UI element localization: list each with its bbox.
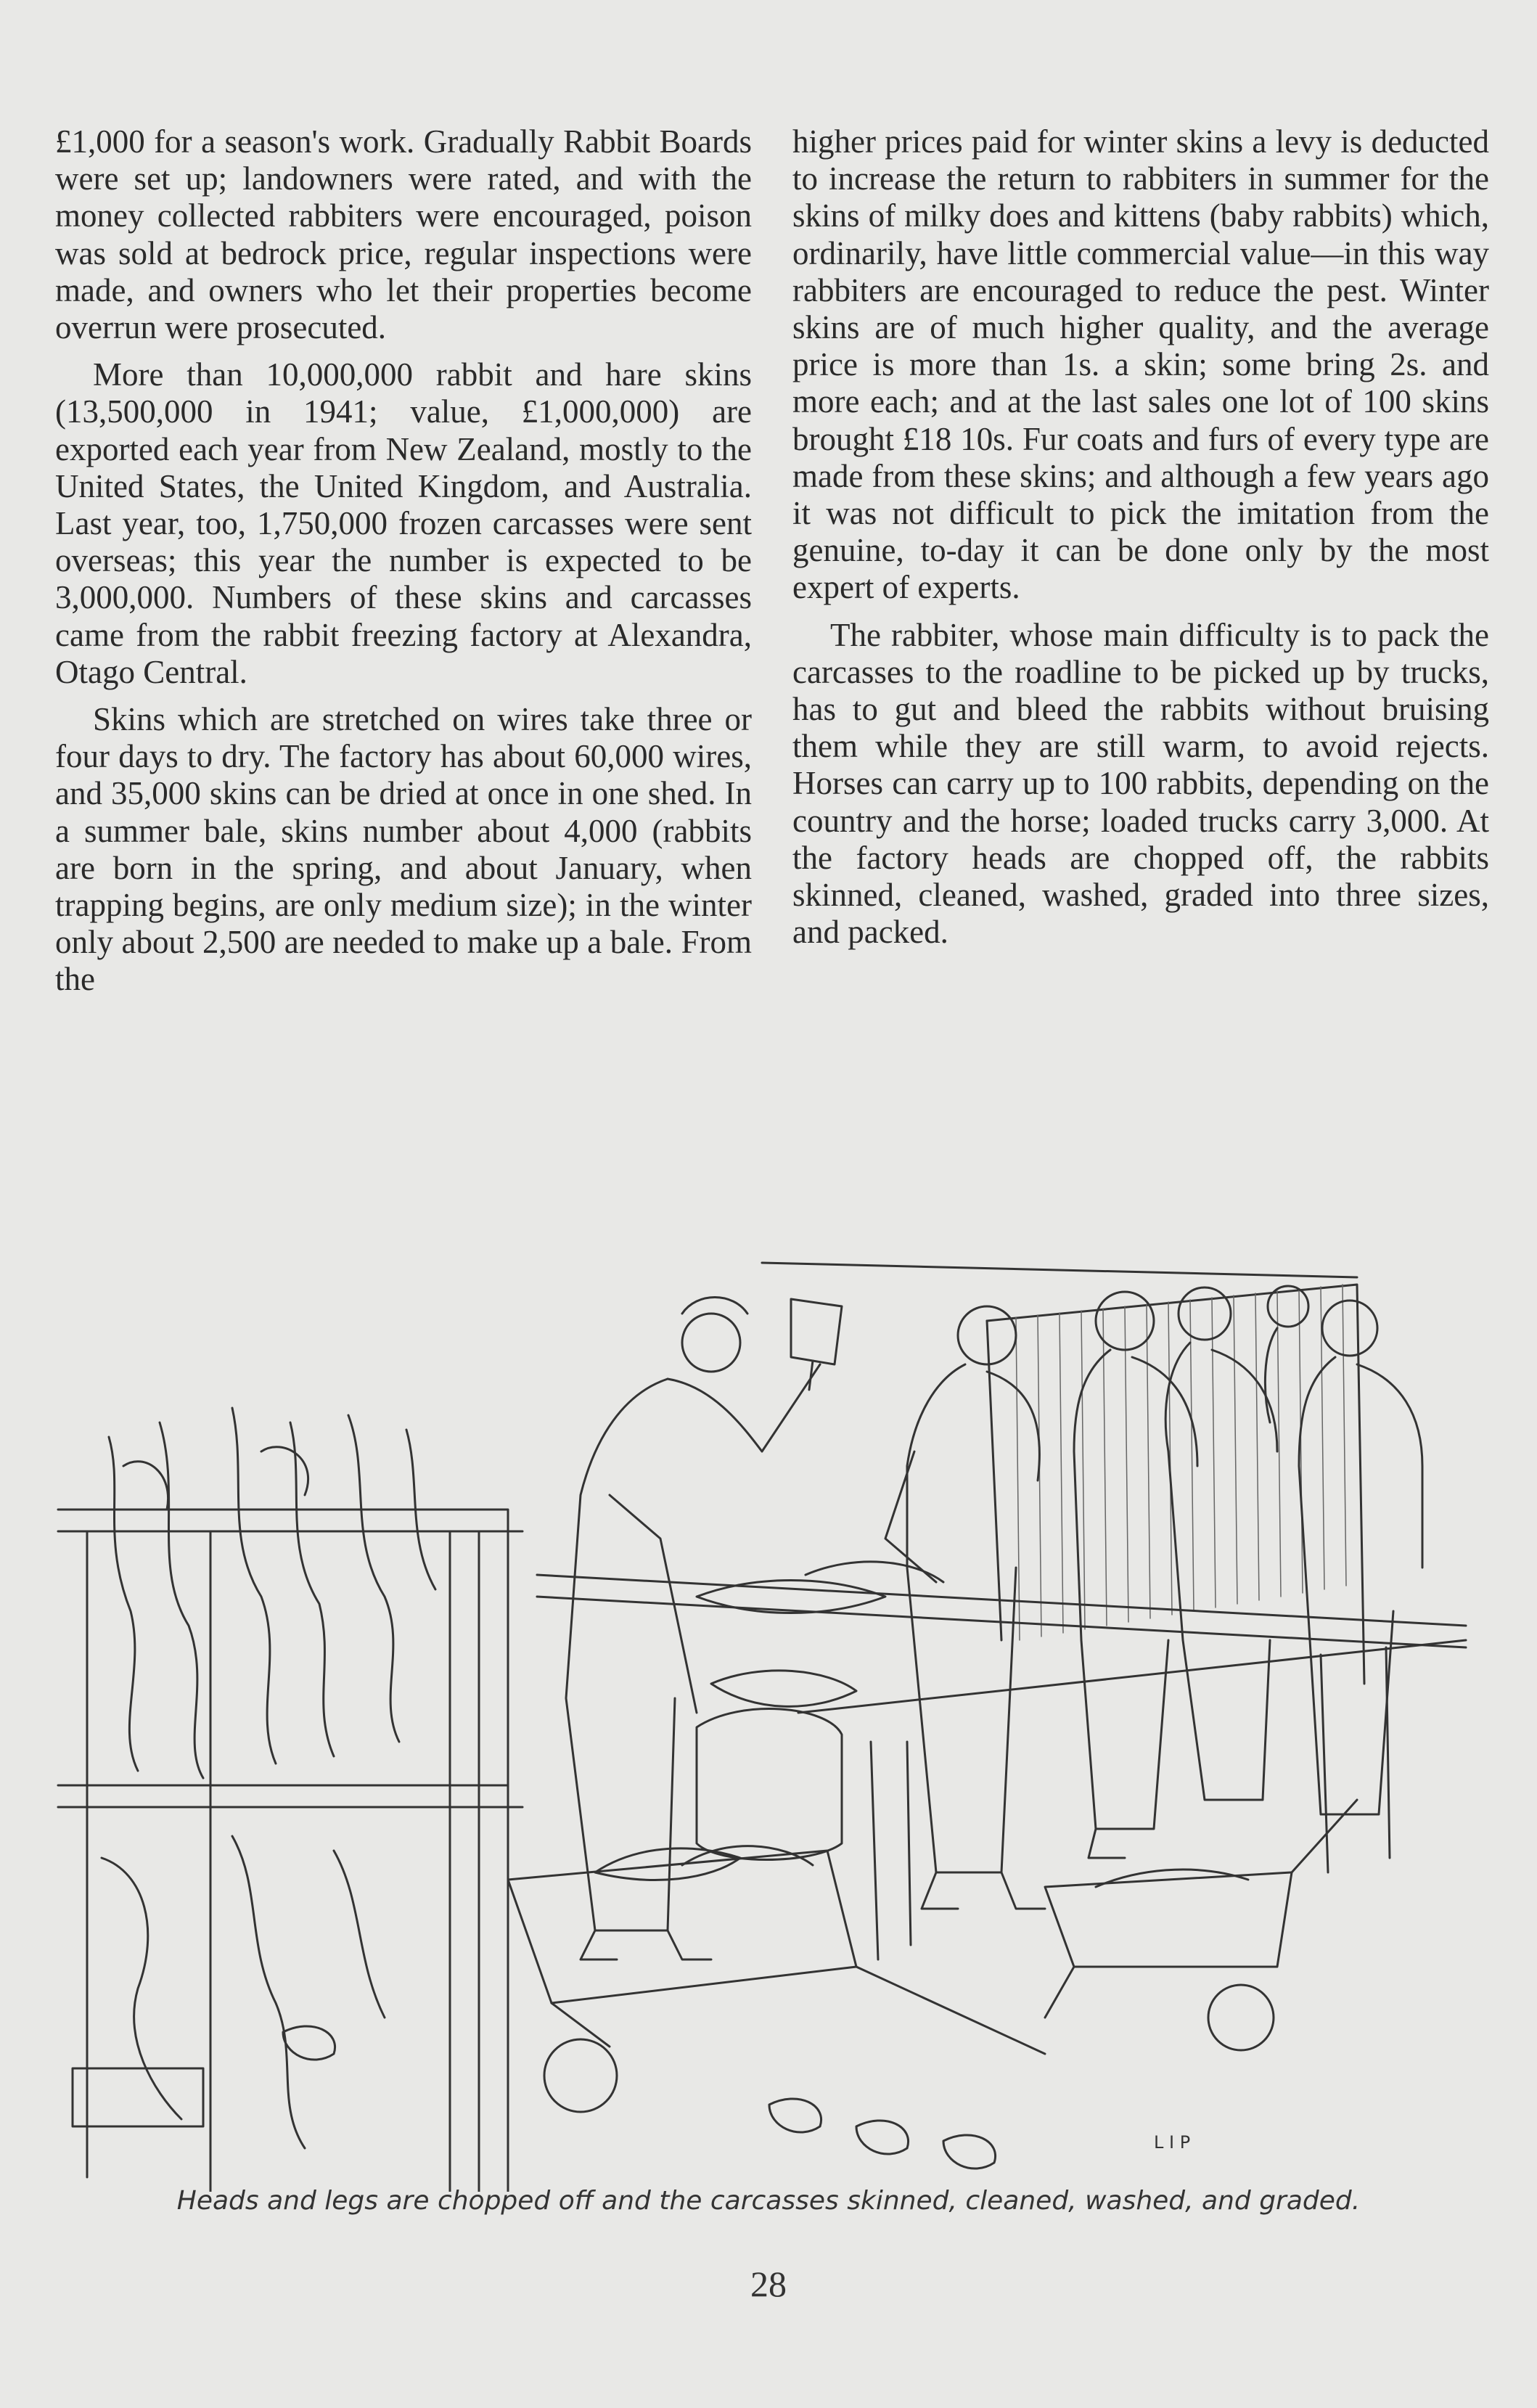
left-column <box>55 123 752 1009</box>
page-number: 28 <box>750 2264 787 2304</box>
factory-illustration <box>44 1234 1502 2192</box>
paragraph: higher prices paid for winter skins a levy is deducted to increase the return to rabbiters in summer for the skins of milky does and kittens (baby rabbits) which, ordinarily, have little commercial value—in this way rabbiters are encouraged to reduce the pest. Winter skins are of much higher quality, and the average price is more than 1s. a skin; some bring 2s. and more each; and at the last sales one lot of 100 skins brought £18 10s. Fur coats and furs of every type are made from these skins; and although a few years ago it was not difficult to pick the imitation from the genuine, to-day it can be done only by the most expert of experts. <box>792 123 1489 606</box>
paragraph: Skins which are stretched on wires take three or four days to dry. The factory has about 60,000 wires, and 35,000 skins can be dried at once in one shed. In a summer bale, skins number about 4,000 (rabbits are born in the spring, and about January, when trapping begins, are only medium size); in the winter only about 2,500 are needed to make up a bale. From the <box>55 701 752 998</box>
right-column <box>792 123 1489 961</box>
paragraph: The rabbiter, whose main difficulty is to pack the carcasses to the roadline to be picked up by trucks, has to gut and bleed the rabbits without bruising them while they are still warm, to avoid rejects. Horses can carry up to 100 rabbits, depending on the country and the horse; loaded trucks carry 3,000. At the factory heads are chopped off, the rabbits skinned, cleaned, washed, graded into three sizes, and packed. <box>792 616 1489 951</box>
paragraph: £1,000 for a season's work. Gradually Rabbit Boards were set up; landowners were rated, and with the money collected rabbiters were encouraged, poison was sold at bedrock price, regular inspections were made, and owners who let their properties become overrun were prosecuted. <box>55 123 752 346</box>
paragraph: More than 10,000,000 rabbit and hare skins (13,500,000 in 1941; value, £1,000,000) are exported each year from New Zealand, mostly to the United States, the United Kingdom, and Australia. Last year, too, 1,750,000 frozen carcasses were sent overseas; this year the number is expected to be 3,000,000. Numbers of these skins and carcasses came from the rabbit freezing factory at Alexandra, Otago Central. <box>55 356 752 690</box>
artist-signature: L I P <box>1154 2132 1191 2153</box>
illustration-caption: Heads and legs are chopped off and the carcasses skinned, cleaned, washed, and graded. <box>176 2186 1361 2216</box>
